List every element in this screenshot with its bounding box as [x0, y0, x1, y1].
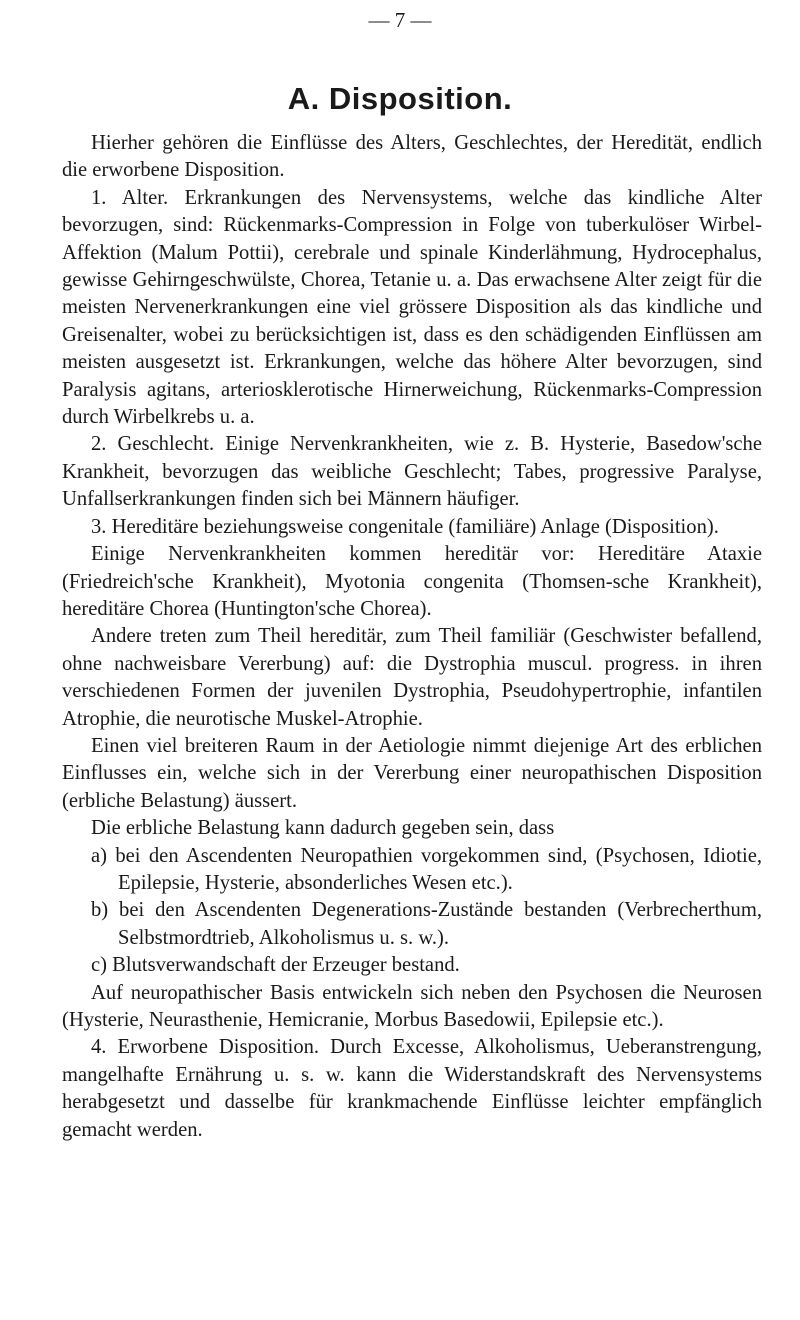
paragraph-familiaer: Andere treten zum Theil hereditär, zum Theil familiär (Geschwister befallend, ohne nachweisbare Vererbung) auf: die Dystrophia muscul. progress. in ihren verschiedenen Formen der juvenilen Dystrophia, Pseudohypertrophie, infantilen Atrophie, die neurotische Muskel-Atrophie.: [62, 625, 762, 730]
paragraph-erworbene: 4. Erworbene Disposition. Durch Excesse, Alkoholismus, Ueberanstrengung, mangelhafte Ernährung u. s. w. kann die Widerstandskraft des Nervensystems herabgesetzt und dasselbe für krankmachende Einflüsse leichter empfänglich gemacht werden.: [62, 1036, 762, 1141]
paragraph-neurosen: Auf neuropathischer Basis entwickeln sich neben den Psychosen die Neurosen (Hysterie, Neurasthenie, Hemicranie, Morbus Basedowii, Epilepsie etc.).: [62, 981, 762, 1031]
section-heading: A. Disposition.: [287, 81, 513, 116]
paragraph-hereditaer-krankheiten: Einige Nervenkrankheiten kommen hereditär vor: Hereditäre Ataxie (Friedreich'sche Krankheit), Myotonia congenita (Thomsen-sche Krankheit), hereditäre Chorea (Huntington'sche Chorea).: [62, 543, 762, 620]
page-number: — 7 —: [368, 8, 432, 32]
paragraph-aetiologie: Einen viel breiteren Raum in der Aetiologie nimmt diejenige Art des erblichen Einflusses ein, welche sich in der Vererbung einer neuropathischen Disposition (erbliche Belastung) äussert.: [62, 734, 762, 812]
paragraph-intro: Hierher gehören die Einflüsse des Alters, Geschlechtes, der Heredität, endlich die erworbene Disposition.: [62, 132, 762, 182]
paragraph-belastung: Die erbliche Belastung kann dadurch gegeben sein, dass: [91, 817, 555, 840]
list-item-c: c) Blutsverwandschaft der Erzeuger bestand.: [91, 954, 460, 977]
paragraph-geschlecht: 2. Geschlecht. Einige Nervenkrankheiten, wie z. B. Hysterie, Basedow'sche Krankheit, bevorzugen das weibliche Geschlecht; Tabes, progressive Paralyse, Unfallserkrankungen finden sich bei Männern häufiger.: [62, 433, 762, 511]
list-item-b: b) bei den Ascendenten Degenerations-Zustände bestanden (Verbrecherthum, Selbstmordtrieb, Alkoholismus u. s. w.).: [91, 899, 762, 949]
paragraph-hereditaere-anlage: 3. Hereditäre beziehungsweise congenitale (familiäre) Anlage (Disposition).: [91, 515, 719, 538]
paragraph-alter: 1. Alter. Erkrankungen des Nervensystems, welche das kindliche Alter bevorzugen, sind: Rückenmarks-Compression in Folge von tuberkulöser Wirbel-Affektion (Malum Pottii), cerebrale und spinale Kinderlähmung, Hydrocephalus, gewisse Gehirngeschwülste, Chorea, Tetanie u. a. Das erwachsene Alter zeigt für die meisten Nervenerkrankungen eine viel grössere Disposition als das kindliche und Greisenalter, wobei zu berücksichtigen ist, dass es den schädigenden Einflüssen am meisten ausgesetzt ist. Erkrankungen, welche das höhere Alter bevorzugen, sind Paralysis agitans, arteriosklerotische Hirnerweichung, Rückenmarks-Compression durch Wirbelkrebs u. a.: [62, 186, 762, 429]
list-item-a: a) bei den Ascendenten Neuropathien vorgekommen sind, (Psychosen, Idiotie, Epilepsie, Hysterie, absonderliches Wesen etc.).: [91, 844, 762, 894]
body-text: [62, 130, 762, 1144]
